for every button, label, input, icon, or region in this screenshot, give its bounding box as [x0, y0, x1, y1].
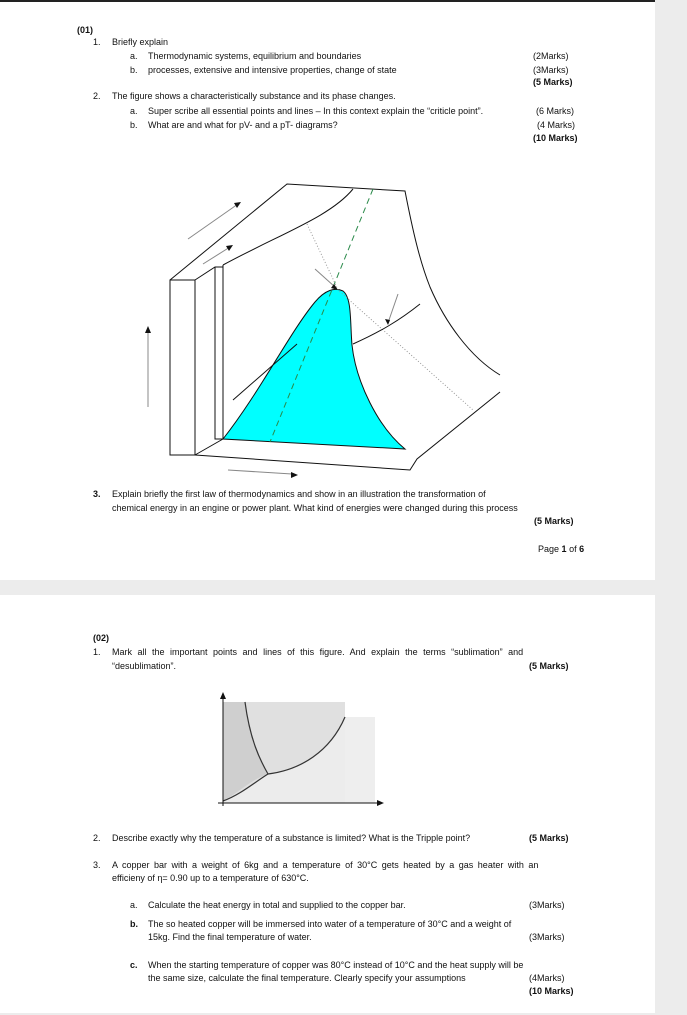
item-marks: (4 Marks): [537, 120, 575, 130]
question-number: 3.: [93, 860, 101, 870]
question-text: Explain briefly the first law of thermodynamics and show in an illustration the transformation of: [112, 489, 486, 499]
question-text: Briefly explain: [112, 37, 169, 47]
item-text: the same size, calculate the final temperature. Clearly specify your assumptions: [148, 973, 466, 983]
question-text: efficieny of η= 0.90 up to a temperature of 630°C.: [112, 873, 309, 883]
item-text: processes, extensive and intensive properties, change of state: [148, 65, 397, 75]
page-footer: Page 1 of 6: [538, 544, 585, 554]
question-text: The figure shows a characteristically substance and its phase changes.: [112, 91, 396, 101]
item-marks: (6 Marks): [536, 106, 574, 116]
item-letter: c.: [130, 960, 138, 970]
section-label: (02): [93, 633, 110, 643]
item-text: The so heated copper will be immersed into water of a temperature of 30°C and a weight of: [148, 919, 512, 929]
cyan-two-phase-region: [223, 289, 405, 449]
question-text: Mark all the important points and lines of this figure. And explain the terms “sublimation” and: [112, 647, 524, 657]
question-number: 3.: [93, 489, 101, 499]
item-text: Super scribe all essential points and lines – In this context explain the “criticle point”.: [148, 106, 484, 116]
item-text: What are and what for pV- and a pT- diagrams?: [148, 120, 338, 130]
item-letter: a.: [130, 51, 138, 61]
phase-diagram-pt-figure: [0, 595, 687, 1015]
total-marks: (5 Marks): [529, 833, 569, 843]
item-letter: b.: [130, 919, 138, 929]
item-text: 15kg. Find the final temperature of water.: [148, 932, 312, 942]
question-text: “desublimation”.: [112, 661, 177, 671]
item-marks: (4Marks): [529, 973, 565, 983]
item-letter: a.: [130, 900, 138, 910]
item-text: When the starting temperature of copper was 80°C instead of 10°C and the heat supply will be: [148, 960, 524, 970]
item-text: Calculate the heat energy in total and supplied to the copper bar.: [148, 900, 406, 910]
section-label: (01): [77, 25, 94, 35]
item-marks: (3Marks): [529, 900, 565, 910]
total-marks: (10 Marks): [529, 986, 574, 996]
item-letter: b.: [130, 65, 138, 75]
total-marks: (5 Marks): [534, 516, 574, 526]
total-marks: (10 Marks): [533, 133, 578, 143]
question-text: A copper bar with a weight of 6kg and a temperature of 30°C gets heated by a gas heater with an: [112, 860, 539, 870]
question-number: 2.: [93, 91, 101, 101]
left-slab: [170, 280, 195, 455]
inner-slab: [195, 265, 223, 455]
question-number: 2.: [93, 833, 101, 843]
question-number: 1.: [93, 37, 101, 47]
question-text: Describe exactly why the temperature of a substance is limited? What is the Tripple point?: [112, 833, 471, 843]
item-marks: (3Marks): [533, 65, 569, 75]
item-letter: a.: [130, 106, 138, 116]
item-text: Thermodynamic systems, equilibrium and boundaries: [148, 51, 362, 61]
total-marks: (5 Marks): [529, 661, 569, 671]
exam-page-2: [0, 595, 655, 1013]
question-text: chemical energy in an engine or power plant. What kind of energies were changed during this process: [112, 503, 518, 513]
question-number: 1.: [93, 647, 101, 657]
item-letter: b.: [130, 120, 138, 130]
item-marks: (3Marks): [529, 932, 565, 942]
total-marks: (5 Marks): [533, 77, 573, 87]
item-marks: (2Marks): [533, 51, 569, 61]
